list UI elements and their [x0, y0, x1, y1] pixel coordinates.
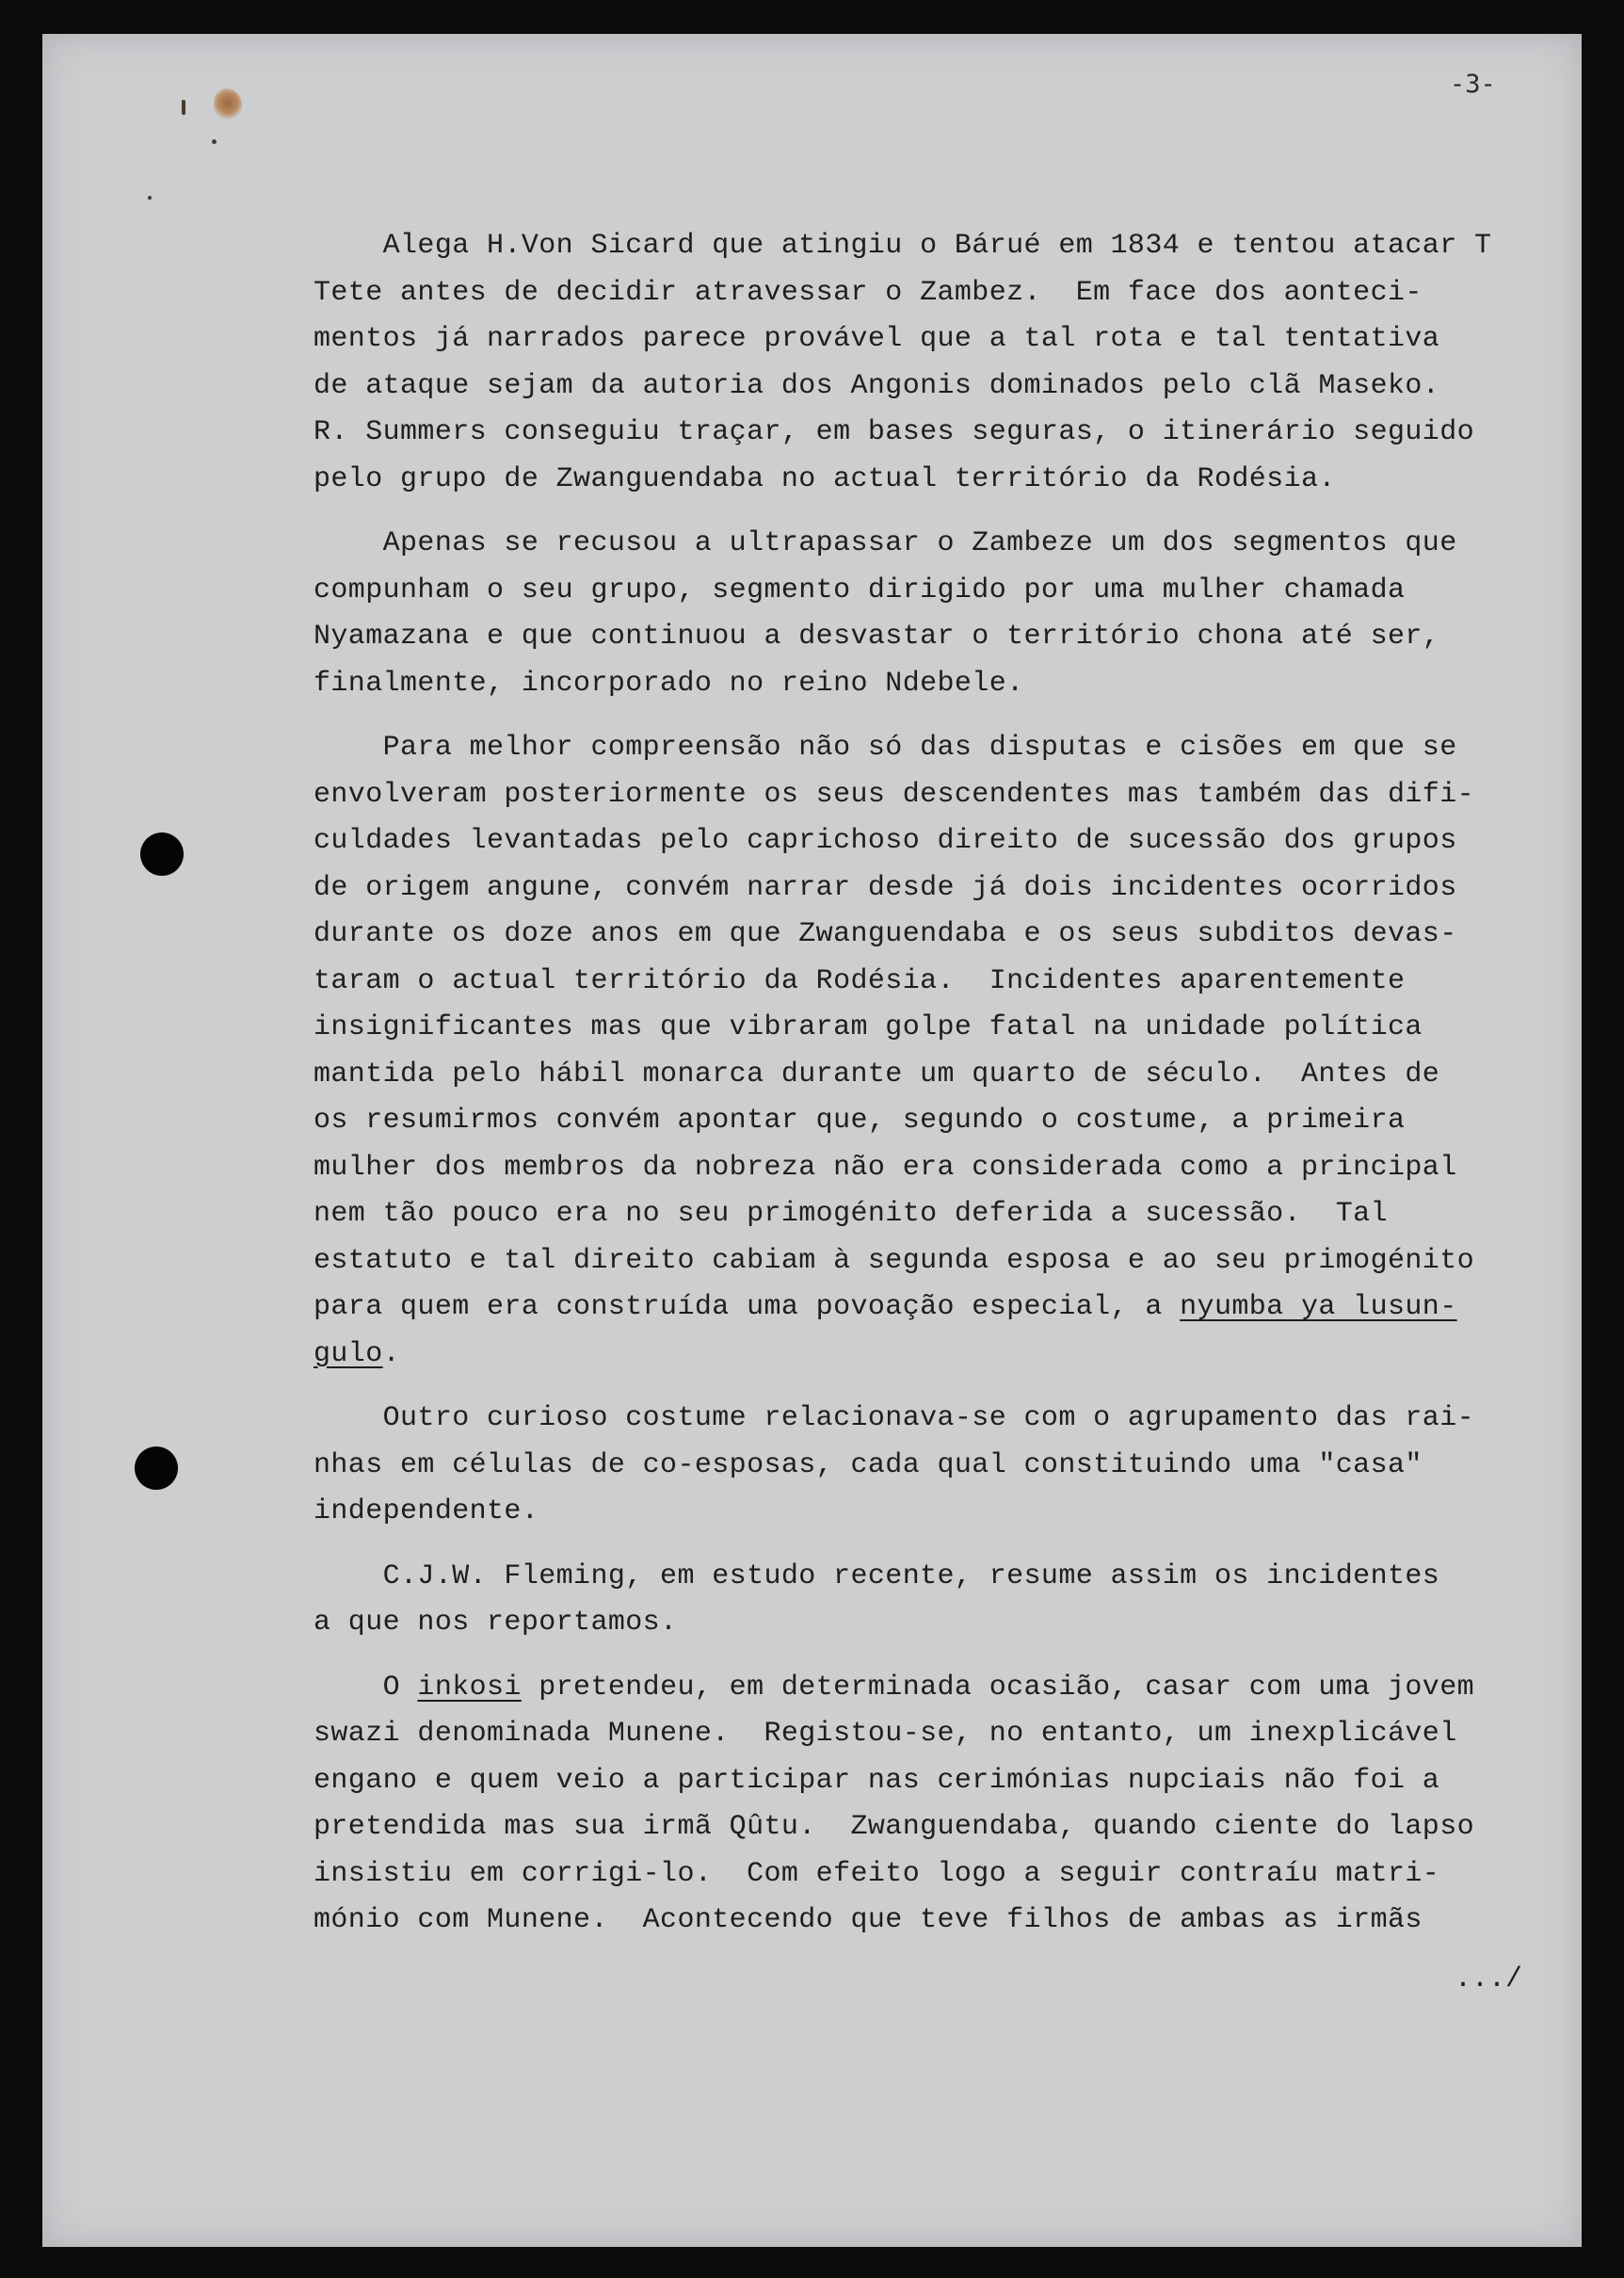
- text-line: a que nos reportamos.: [314, 1607, 678, 1639]
- text-line: de origem angune, convém narrar desde já dois incidentes ocorridos: [314, 871, 1457, 904]
- page-number: -3-: [1450, 70, 1496, 99]
- rust-stain: [214, 89, 242, 121]
- text-line: mónio com Munene. Acontecendo que teve filhos de ambas as irmãs: [314, 1904, 1423, 1936]
- text-line: Apenas se recusou a ultrapassar o Zambeze um dos segmentos que: [314, 527, 1457, 559]
- text-line: os resumirmos convém apontar que, segundo o costume, a primeira: [314, 1105, 1406, 1137]
- paper-speck: [182, 100, 185, 115]
- text-line: compunham o seu grupo, segmento dirigido por uma mulher chamada: [314, 574, 1406, 606]
- text-line: estatuto e tal direito cabiam à segunda esposa e ao seu primogénito: [314, 1244, 1474, 1277]
- text-segment: para quem era construída uma povoação especial, a: [314, 1291, 1181, 1323]
- paper-speck: [212, 139, 217, 144]
- text-line: Tete antes de decidir atravessar o Zambez. Em face dos aonteci-: [314, 276, 1423, 309]
- text-line-with-term: [314, 1332, 1594, 1379]
- text-line: culdades levantadas pelo caprichoso direito de sucessão dos grupos: [314, 825, 1457, 857]
- text-line: de ataque sejam da autoria dos Angonis dominados pelo clã Maseko.: [314, 369, 1440, 402]
- text-line: mentos já narrados parece provável que a tal rota e tal tentativa: [314, 323, 1440, 355]
- text-line: Alega H.Von Sicard que atingiu o Bárué em 1834 e tentou atacar T: [314, 230, 1492, 262]
- text-line: engano e quem veio a participar nas cerimónias nupciais não foi a: [314, 1764, 1440, 1797]
- text-line: mulher dos membros da nobreza não era considerada como a principal: [314, 1151, 1457, 1184]
- paper-speck: [148, 196, 152, 200]
- paragraph: [314, 1665, 1594, 1945]
- text-line: O inkosi pretendeu, em determinada ocasião, casar com uma jovem: [314, 1671, 1475, 1704]
- paragraph: [314, 1396, 1594, 1536]
- text-line: pelo grupo de Zwanguendaba no actual território da Rodésia.: [314, 462, 1336, 495]
- text-line: Nyamazana e que continuou a desvastar o território chona até ser,: [314, 621, 1440, 653]
- underlined-term: gulo: [314, 1337, 383, 1370]
- paragraph: [314, 725, 1594, 1378]
- punch-hole: [135, 1446, 178, 1490]
- text-line-with-term: [314, 1284, 1594, 1332]
- text-line: swazi denominada Munene. Registou-se, no entanto, um inexplicável: [314, 1718, 1457, 1750]
- text-line: taram o actual território da Rodésia. Incidentes aparentemente: [314, 964, 1406, 997]
- text-line: insistiu em corrigi-lo. Com efeito logo a seguir contraíu matri-: [314, 1857, 1440, 1890]
- text-line: insignificantes mas que vibraram golpe fatal na unidade política: [314, 1011, 1423, 1043]
- continuation-mark: .../: [1455, 1963, 1523, 1995]
- text-line: R. Summers conseguiu traçar, em bases seguras, o itinerário seguido: [314, 416, 1474, 448]
- text-line: mantida pelo hábil monarca durante um quarto de século. Antes de: [314, 1058, 1440, 1091]
- text-line: nhas em células de co-esposas, cada qual constituindo uma "casa": [314, 1448, 1423, 1481]
- paragraph: [314, 521, 1594, 707]
- text-line: Outro curioso costume relacionava-se com o agrupamento das rai-: [314, 1402, 1474, 1434]
- typewritten-body: [314, 223, 1594, 1963]
- text-line: independente.: [314, 1495, 539, 1527]
- text-line: nem tão pouco era no seu primogénito deferida a sucessão. Tal: [314, 1198, 1388, 1230]
- text-segment: .: [382, 1337, 401, 1370]
- paragraph: [314, 223, 1594, 503]
- text-line: Para melhor compreensão não só das disputas e cisões em que se: [314, 732, 1457, 764]
- underlined-term: nyumba ya lusun-: [1180, 1291, 1457, 1323]
- punch-hole: [140, 832, 184, 876]
- text-line: durante os doze anos em que Zwanguendaba e os seus subditos devas-: [314, 918, 1457, 950]
- underlined-term: inkosi: [417, 1671, 522, 1704]
- text-line: envolveram posteriormente os seus descendentes mas também das difi-: [314, 778, 1474, 811]
- text-line: C.J.W. Fleming, em estudo recente, resume assim os incidentes: [314, 1559, 1440, 1592]
- text-line: pretendida mas sua irmã Qûtu. Zwanguendaba, quando ciente do lapso: [314, 1811, 1474, 1843]
- text-line: finalmente, incorporado no reino Ndebele.: [314, 667, 1024, 700]
- paragraph: [314, 1554, 1594, 1647]
